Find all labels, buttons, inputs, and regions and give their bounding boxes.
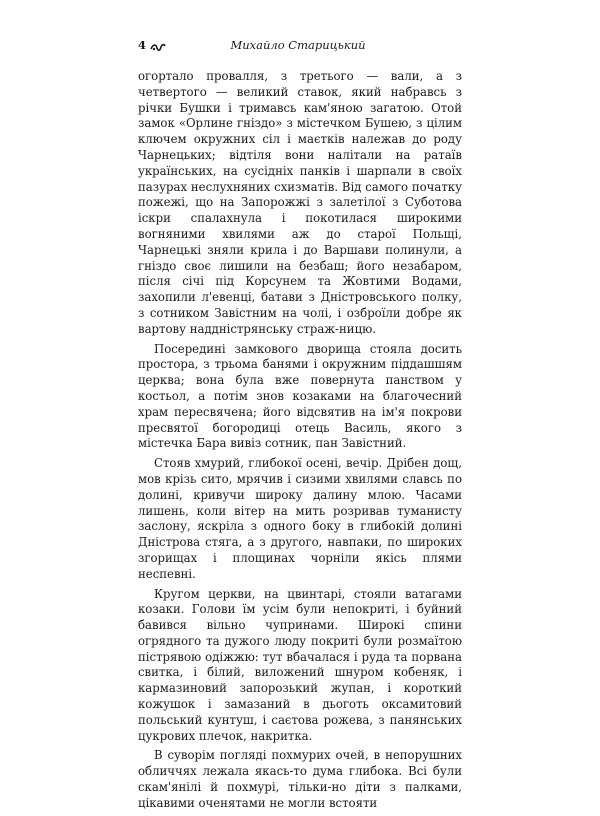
- paragraph: Посередині замкового дворища стояла досить простора, з трьома банями і окружним піддашшям церква; вона була вже повернута панством у костьол, а потім знов козаками на благочесний храм пересвячена; його відсвятив на ім'я покрови пресвятої богородиці отець Василь, якого з містечка Бара вивіз сотник, пан Завістний.: [138, 341, 462, 451]
- paragraph: Стояв хмурий, глибокої осені, вечір. Дрібен дощ, мов крізь сито, мрячив і сизими хвилями славсь по долині, кривучи широку далину млою. Часами лишень, коли вітер на мить розривав туманисту заслону, яскріла з одного боку в глибокій долині Дністрова стяга, а з другого, навпаки, по широких згорищах і площинах чорніли якісь плями неспевні.: [138, 456, 462, 581]
- page-header: [138, 38, 458, 56]
- paragraph: огортало провалля, з третього — вали, а з четвертого — великий ставок, який набравсь з річки Бушки і тримавсь кам'яною загатою. Отой замок «Орлине гніздо» з містечком Бушею, з цілим ключем окружних сіл і маєтків належав до роду Чарнецьких; відтіля вони налітали на ратаїв українських, на сусідніх панків і шарпали в своїх пазурах неслухняних схизматів. Від самого початку пожежі, що на Запорожжі з залетілої з Суботова іскри спалахнула і покотилася широкими вогняними хвилями аж до старої Польщі, Чарнецькі зняли крила і до Варшави полинули, а гніздо своє лишили на безбаш; його незабаром, після січі під Корсунем та Жовтими Водами, захопили л'евенці, батави з Дністровського полку, з сотником Завістним на чолі, і озброїли добре як вартову наддністрянську страж-ницю.: [138, 69, 462, 336]
- page-number: 4: [138, 38, 147, 52]
- running-title: Михайло Старицький: [230, 38, 366, 52]
- paragraph: Кругом церкви, на цвинтарі, стояли ватагами козаки. Голови їм усім були непокриті, і буйний бавився вільно чупринами. Широкі спини огрядного та дужого люду покриті були розмаїтою пістрявою одіжжю: тут вбачалася і руда та порвана свитка, і білий, виложений шнуром кобеняк, і кармазиновий запорозький жупан, і короткий кожушок і замазаний в дьоготь оксамитовий польський кунтуш, і саєтова рожева, з панянських цукрових плечок, накритка.: [138, 586, 462, 743]
- paragraph: В суворім погляді похмурих очей, в непорушних обличчях лежала якась-то дума глибока. Всі були скам'янілі й похмурі, тільки-но діти з палками, цікавими оченятами не могли встояти: [138, 748, 462, 810]
- body-text: [138, 69, 462, 816]
